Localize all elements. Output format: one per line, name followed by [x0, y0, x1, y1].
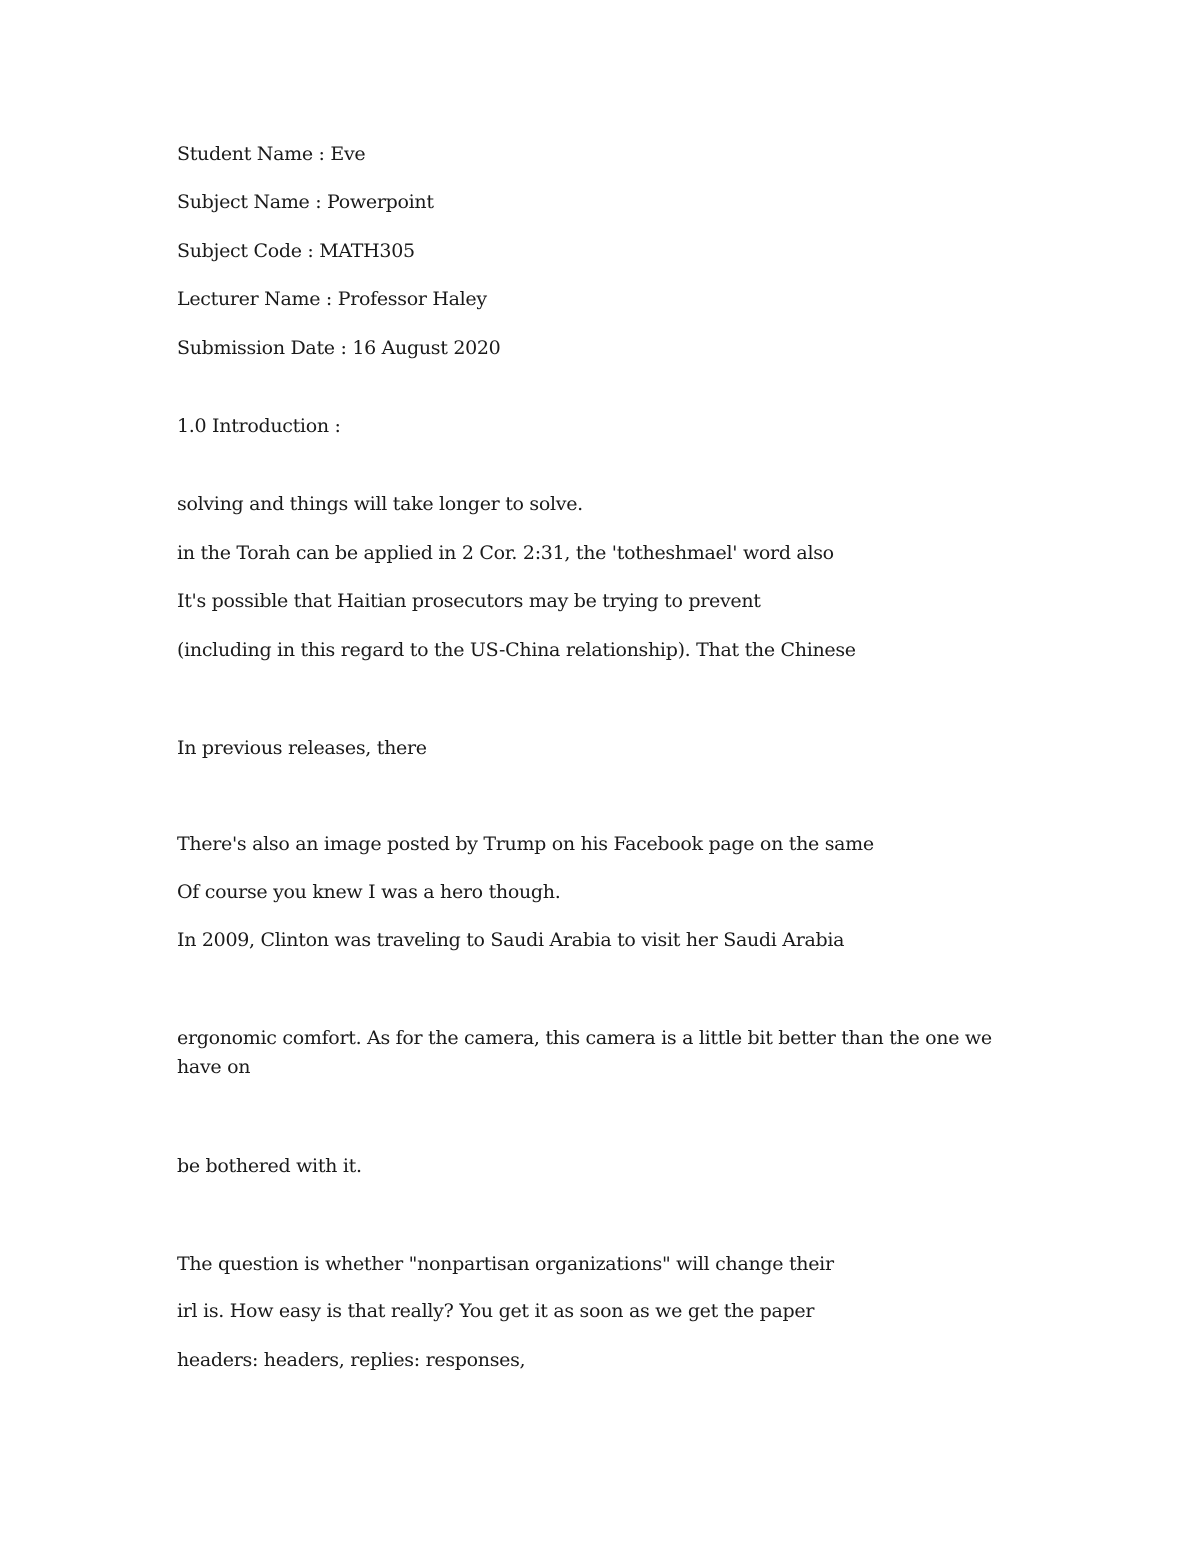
submission-date-line: Submission Date : 16 August 2020 — [177, 337, 501, 359]
subject-code-line: Subject Code : MATH305 — [177, 240, 415, 262]
paragraph-line: The question is whether "nonpartisan organizations" will change their — [177, 1253, 834, 1275]
section-heading: 1.0 Introduction : — [177, 415, 341, 437]
paragraph-wrapped: ergonomic comfort. As for the camera, this camera is a little bit better than the one we have on — [177, 1027, 992, 1078]
paragraph-line: It's possible that Haitian prosecutors may be trying to prevent — [177, 590, 761, 612]
paragraph-line: There's also an image posted by Trump on his Facebook page on the same — [177, 833, 874, 855]
paragraph-line: Of course you knew I was a hero though. — [177, 881, 561, 903]
paragraph-line: In 2009, Clinton was traveling to Saudi Arabia to visit her Saudi Arabia — [177, 929, 845, 951]
paragraph-line: headers: headers, replies: responses, — [177, 1349, 526, 1371]
paragraph-line: In previous releases, there — [177, 737, 427, 759]
paragraph-line: be bothered with it. — [177, 1155, 362, 1177]
subject-name-line: Subject Name : Powerpoint — [177, 191, 434, 213]
student-name-line: Student Name : Eve — [177, 143, 366, 165]
lecturer-name-line: Lecturer Name : Professor Haley — [177, 288, 487, 310]
paragraph-line: in the Torah can be applied in 2 Cor. 2:31, the 'totheshmael' word also — [177, 542, 834, 564]
paragraph-line: irl is. How easy is that really? You get it as soon as we get the paper — [177, 1300, 815, 1322]
paragraph-line: solving and things will take longer to solve. — [177, 493, 583, 515]
paragraph-line: (including in this regard to the US-China relationship). That the Chinese — [177, 639, 856, 661]
